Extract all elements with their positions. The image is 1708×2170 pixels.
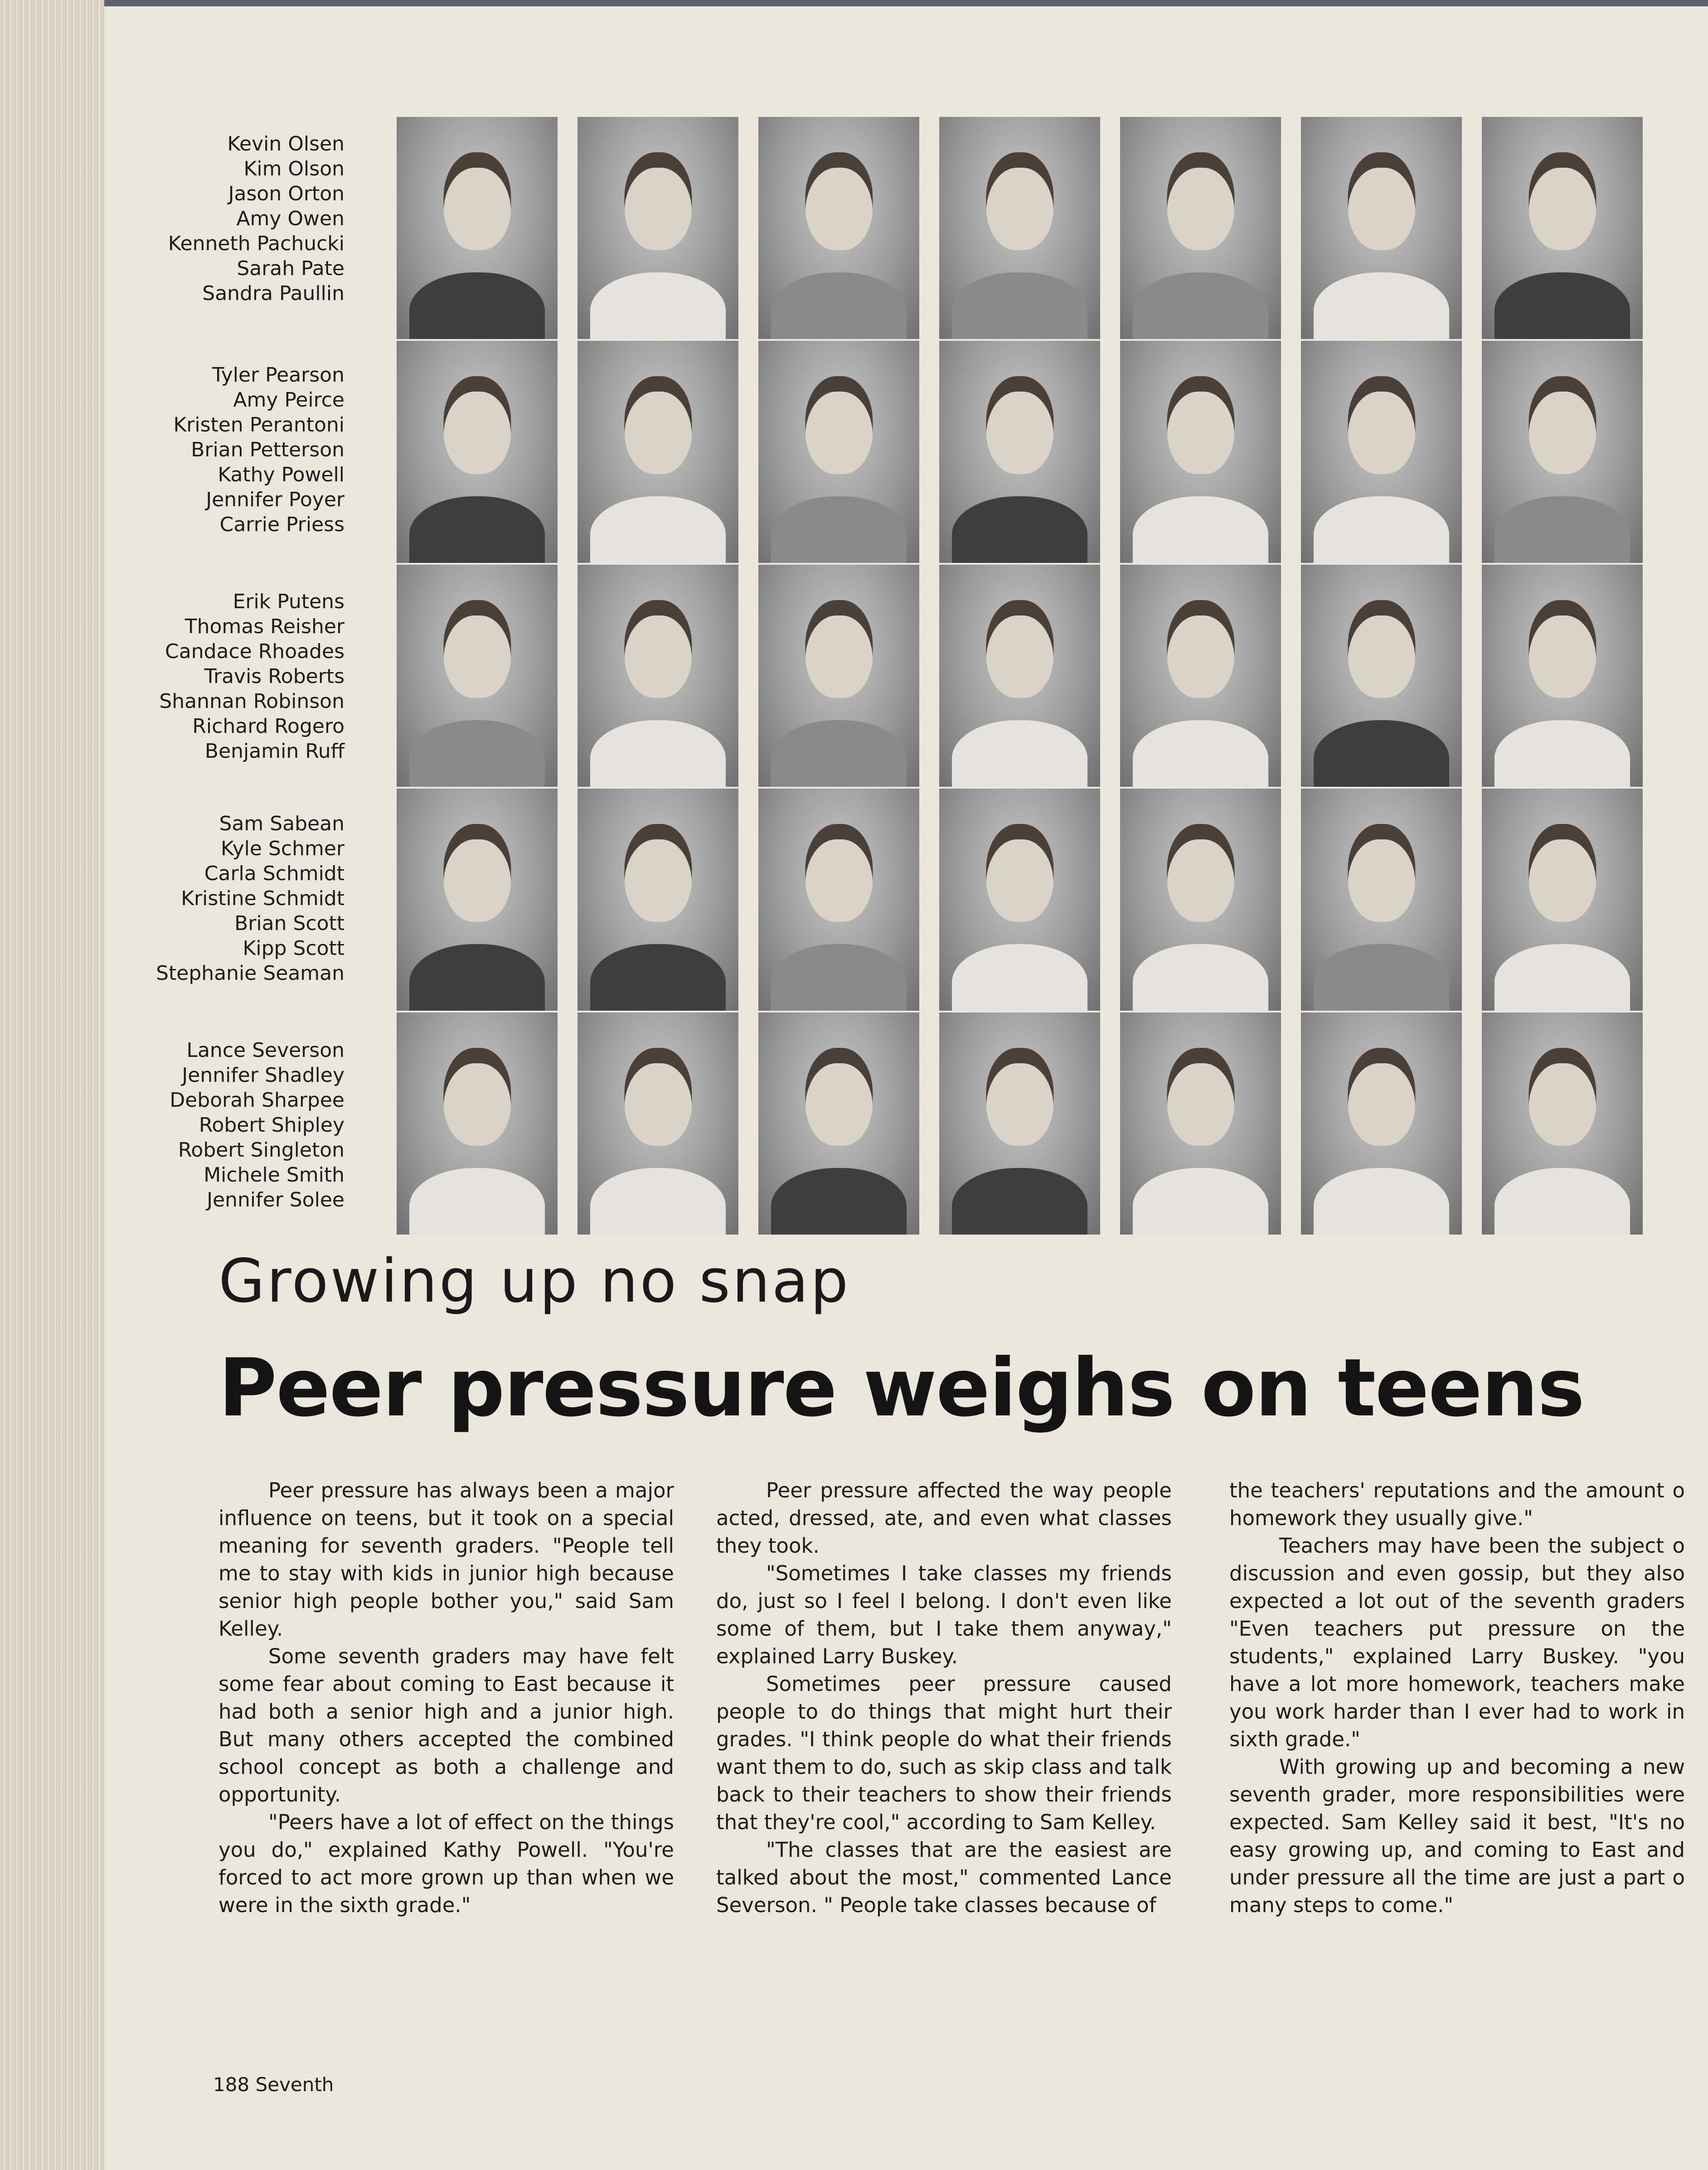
portrait-head: [805, 152, 873, 250]
portrait-shoulders: [409, 1168, 544, 1235]
student-name: Candace Rhoades: [165, 640, 345, 663]
student-name: Michele Smith: [204, 1163, 345, 1187]
portrait-shoulders: [409, 944, 544, 1011]
student-name: Tyler Pearson: [212, 363, 345, 387]
portrait-shoulders: [771, 272, 906, 339]
student-portrait: [1301, 117, 1462, 339]
student-name: Sam Sabean: [219, 812, 345, 835]
portrait-head: [1528, 1048, 1596, 1146]
student-portrait: [758, 1012, 919, 1235]
portrait-head: [624, 1048, 692, 1146]
student-portrait: [758, 789, 919, 1011]
student-portrait: [1482, 117, 1643, 339]
portrait-head: [443, 600, 511, 698]
portrait-head: [1348, 376, 1415, 474]
student-name: Kevin Olsen: [227, 132, 345, 155]
portrait-shoulders: [409, 272, 544, 339]
portrait-head: [443, 152, 511, 250]
portrait-head: [1348, 152, 1415, 250]
student-portrait: [758, 341, 919, 563]
student-portrait: [577, 341, 738, 563]
portrait-shoulders: [952, 272, 1087, 339]
portrait-head: [1167, 152, 1234, 250]
student-portrait: [1120, 341, 1281, 563]
portrait-head: [1528, 376, 1596, 474]
book-spine-edge: [0, 0, 1708, 6]
student-name: Kim Olson: [243, 157, 345, 180]
portrait-head: [986, 824, 1053, 922]
portrait-head: [624, 824, 692, 922]
student-name: Sandra Paullin: [202, 282, 345, 305]
portrait-shoulders: [590, 272, 725, 339]
student-portrait: [1120, 565, 1281, 787]
portrait-head: [1167, 824, 1234, 922]
portrait-shoulders: [1494, 1168, 1630, 1235]
student-name: Richard Rogero: [192, 715, 345, 738]
student-name: Jason Orton: [228, 182, 345, 205]
portrait-head: [805, 376, 873, 474]
paragraph: With growing up and becoming a new seventh grader, more responsibilities were expected. Sam Kelley said it best, "It's no easy growing up, and coming to East and under pressure all the time are just a part o many steps to come.": [1229, 1755, 1685, 1917]
name-list: [118, 811, 345, 986]
article-headline: Peer pressure weighs on teens: [218, 1342, 1584, 1434]
portrait-head: [805, 1048, 873, 1146]
student-portrait: [577, 565, 738, 787]
portrait-shoulders: [771, 944, 906, 1011]
student-portrait: [939, 789, 1100, 1011]
student-name: Kathy Powell: [218, 463, 345, 486]
portrait-shoulders: [1314, 496, 1449, 563]
student-portrait: [577, 1012, 738, 1235]
portrait-shoulders: [1133, 720, 1268, 787]
student-name: Brian Petterson: [191, 438, 345, 461]
student-name: Sarah Pate: [237, 257, 345, 280]
student-name: Amy Peirce: [233, 388, 345, 412]
portrait-head: [805, 824, 873, 922]
student-name: Brian Scott: [234, 912, 345, 935]
portrait-shoulders: [1314, 720, 1449, 787]
article-column-3: [1229, 1477, 1685, 1919]
portrait-head: [805, 600, 873, 698]
student-name: Kenneth Pachucki: [168, 232, 345, 255]
portrait-head: [986, 376, 1053, 474]
paragraph: the teachers' reputations and the amount o homework they usually give.": [1229, 1478, 1685, 1530]
article-kicker: Growing up no snap: [218, 1246, 850, 1316]
student-portrait: [1482, 789, 1643, 1011]
portrait-head: [1528, 600, 1596, 698]
page-edges: [0, 0, 104, 2170]
student-name: Travis Roberts: [204, 665, 345, 688]
portrait-head: [1167, 600, 1234, 698]
paragraph: Some seventh graders may have felt some fear about coming to East because it had both a senior high and a junior high. But many others accepted the combined school concept as both a challenge and opportunity.: [218, 1644, 674, 1807]
article-column-2: [716, 1477, 1172, 1919]
portrait-shoulders: [952, 496, 1087, 563]
portrait-grid: [397, 117, 1643, 1235]
portrait-head: [624, 152, 692, 250]
student-portrait: [758, 117, 919, 339]
portrait-head: [624, 600, 692, 698]
student-portrait: [397, 1012, 558, 1235]
paragraph: "Peers have a lot of effect on the things you do," explained Kathy Powell. "You're forced to act more grown up than when we were in the sixth grade.": [218, 1810, 674, 1917]
student-name: Jennifer Solee: [207, 1188, 345, 1211]
student-portrait: [758, 565, 919, 787]
portrait-shoulders: [1133, 1168, 1268, 1235]
student-portrait: [1482, 341, 1643, 563]
student-portrait: [1120, 1012, 1281, 1235]
portrait-head: [986, 152, 1053, 250]
student-portrait: [577, 117, 738, 339]
portrait-shoulders: [1133, 496, 1268, 563]
portrait-head: [1348, 1048, 1415, 1146]
portrait-shoulders: [590, 496, 725, 563]
portrait-shoulders: [1494, 496, 1630, 563]
student-name: Amy Owen: [236, 207, 345, 230]
student-portrait: [1482, 1012, 1643, 1235]
student-portrait: [1120, 117, 1281, 339]
student-portrait: [939, 341, 1100, 563]
portrait-shoulders: [1314, 1168, 1449, 1235]
portrait-head: [986, 1048, 1053, 1146]
student-name: Jennifer Poyer: [206, 488, 345, 511]
student-name: Jennifer Shadley: [182, 1064, 345, 1087]
name-list: [118, 1038, 345, 1212]
student-portrait: [577, 789, 738, 1011]
paragraph: Peer pressure affected the way people acted, dressed, ate, and even what classes they took.: [716, 1478, 1172, 1558]
student-portrait: [1301, 341, 1462, 563]
paragraph: "The classes that are the easiest are talked about the most," commented Lance Severson. " People take classes because of: [716, 1838, 1172, 1917]
paragraph: Teachers may have been the subject o discussion and even gossip, but they also expected a lot out of the seventh graders "Even teachers put pressure on the students," explained Larry Buskey. "you have a lot more homework, teachers make you work harder than I ever had to work in sixth grade.": [1229, 1534, 1685, 1751]
paragraph: Peer pressure has always been a major influence on teens, but it took on a special meaning for seventh graders. "People tell me to stay with kids in junior high because senior high people bother you," said Sam Kelley.: [218, 1478, 674, 1641]
student-name: Shannan Robinson: [159, 690, 345, 713]
student-portrait: [1301, 789, 1462, 1011]
paragraph: "Sometimes I take classes my friends do, just so I feel I belong. I don't even like some of them, but I take them anyway," explained Larry Buskey.: [716, 1561, 1172, 1668]
student-portrait: [939, 565, 1100, 787]
portrait-shoulders: [1314, 944, 1449, 1011]
portrait-head: [1167, 376, 1234, 474]
portrait-shoulders: [1494, 944, 1630, 1011]
portrait-shoulders: [590, 944, 725, 1011]
student-portrait: [397, 117, 558, 339]
portrait-head: [443, 824, 511, 922]
student-name: Kyle Schmer: [220, 837, 345, 860]
portrait-shoulders: [1133, 272, 1268, 339]
portrait-head: [1528, 152, 1596, 250]
student-name: Robert Singleton: [178, 1138, 345, 1162]
portrait-shoulders: [771, 1168, 906, 1235]
portrait-shoulders: [1314, 272, 1449, 339]
student-portrait: [1482, 565, 1643, 787]
student-name: Kristine Schmidt: [181, 887, 345, 910]
student-name: Thomas Reisher: [184, 615, 345, 638]
portrait-shoulders: [771, 720, 906, 787]
name-list: [118, 363, 345, 537]
student-name: Kipp Scott: [243, 937, 345, 960]
student-portrait: [1301, 565, 1462, 787]
portrait-shoulders: [952, 720, 1087, 787]
portrait-shoulders: [590, 1168, 725, 1235]
portrait-shoulders: [409, 720, 544, 787]
student-portrait: [397, 565, 558, 787]
portrait-shoulders: [1133, 944, 1268, 1011]
portrait-head: [624, 376, 692, 474]
student-name: Robert Shipley: [199, 1114, 345, 1137]
student-name: Erik Putens: [233, 590, 345, 613]
portrait-shoulders: [771, 496, 906, 563]
portrait-head: [1348, 824, 1415, 922]
student-name: Carrie Priess: [219, 513, 345, 536]
student-name: Carla Schmidt: [204, 862, 345, 885]
student-name: Deborah Sharpee: [170, 1089, 345, 1112]
paragraph: Sometimes peer pressure caused people to do things that might hurt their grades. "I think people do what their friends want them to do, such as skip class and talk back to their teachers to show their friends that they're cool," according to Sam Kelley.: [716, 1672, 1172, 1834]
name-list: [118, 589, 345, 764]
portrait-shoulders: [1494, 272, 1630, 339]
portrait-shoulders: [1494, 720, 1630, 787]
portrait-head: [1348, 600, 1415, 698]
article-column-1: [218, 1477, 674, 1919]
portrait-shoulders: [590, 720, 725, 787]
student-name: Lance Severson: [186, 1039, 345, 1062]
student-portrait: [397, 789, 558, 1011]
student-name: Benjamin Ruff: [204, 740, 345, 763]
portrait-shoulders: [952, 1168, 1087, 1235]
student-portrait: [939, 117, 1100, 339]
portrait-head: [986, 600, 1053, 698]
student-portrait: [397, 341, 558, 563]
portrait-shoulders: [952, 944, 1087, 1011]
student-name: Stephanie Seaman: [156, 962, 345, 985]
student-portrait: [939, 1012, 1100, 1235]
name-list: [118, 131, 345, 306]
page-folio: 188 Seventh: [213, 2073, 334, 2096]
student-name: Kristen Perantoni: [173, 413, 345, 436]
portrait-head: [443, 1048, 511, 1146]
portrait-head: [1167, 1048, 1234, 1146]
portrait-head: [1528, 824, 1596, 922]
portrait-shoulders: [409, 496, 544, 563]
student-portrait: [1301, 1012, 1462, 1235]
student-portrait: [1120, 789, 1281, 1011]
portrait-head: [443, 376, 511, 474]
